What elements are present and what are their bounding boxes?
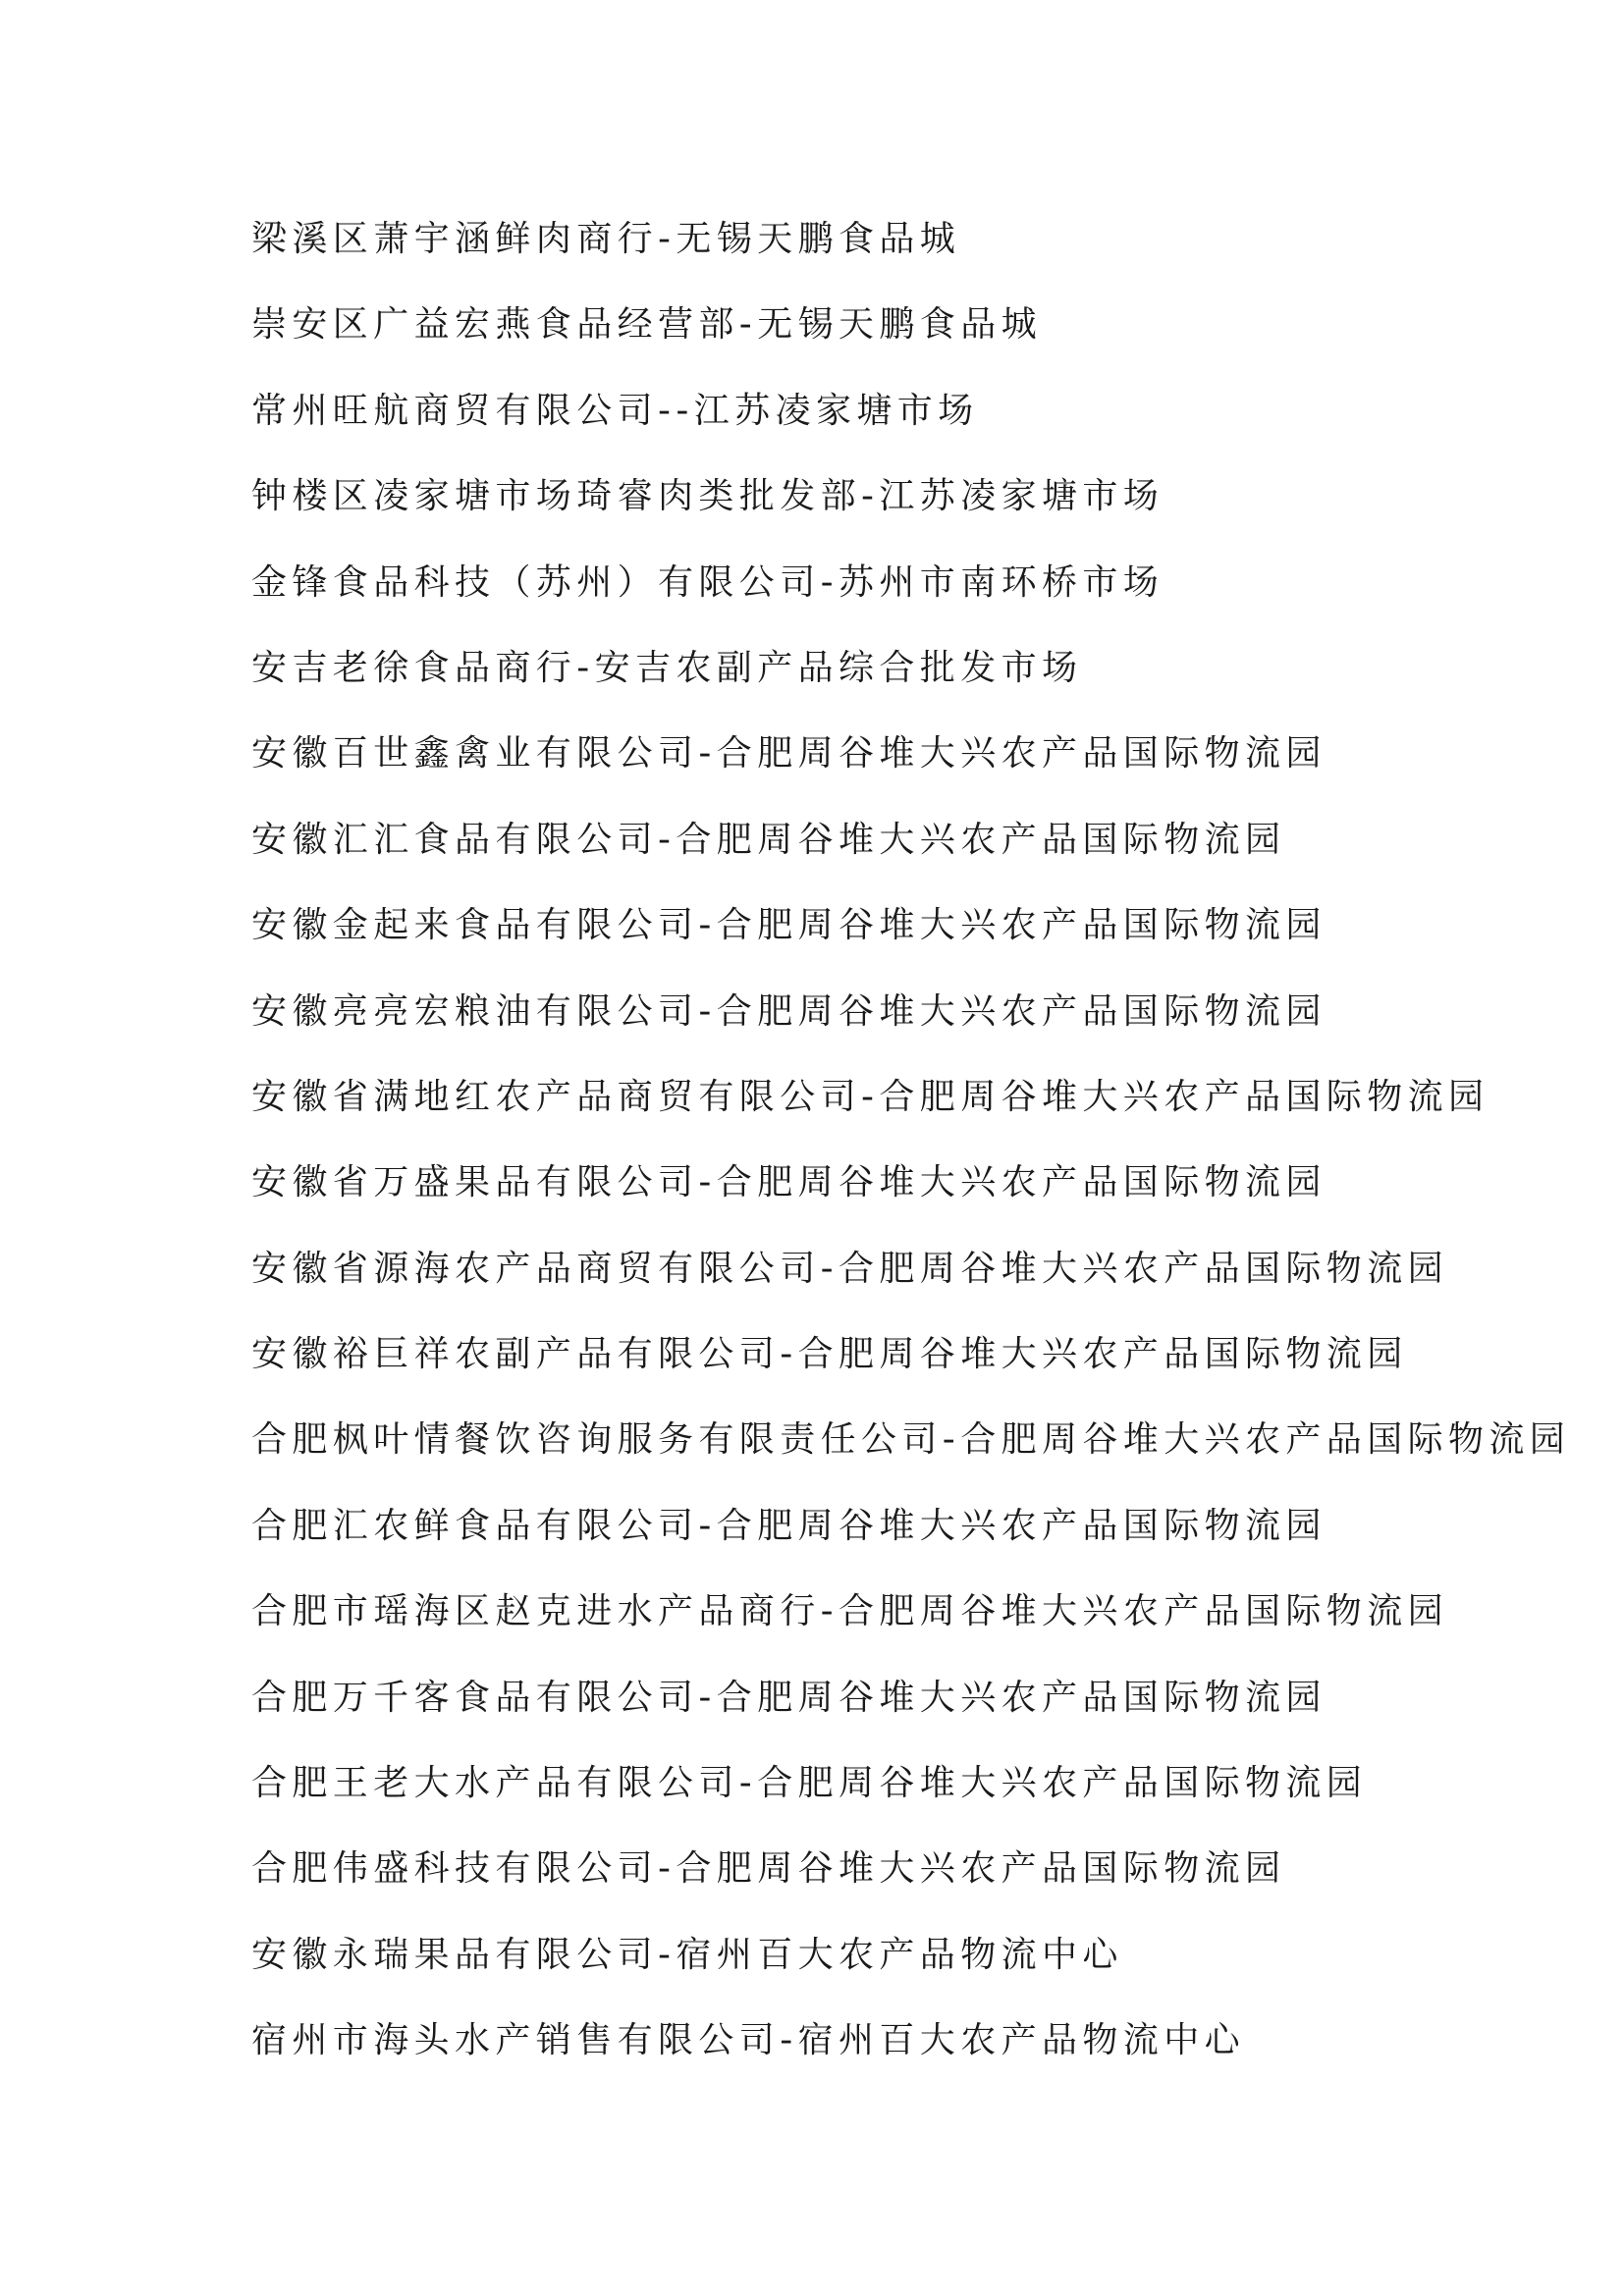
list-item: 安徽裕巨祥农副产品有限公司-合肥周谷堆大兴农产品国际物流园 bbox=[251, 1334, 1408, 1375]
list-item: 安徽省满地红农产品商贸有限公司-合肥周谷堆大兴农产品国际物流园 bbox=[251, 1076, 1489, 1117]
list-item: 合肥枫叶情餐饮咨询服务有限责任公司-合肥周谷堆大兴农产品国际物流园 bbox=[251, 1419, 1571, 1461]
list-item: 安徽永瑞果品有限公司-宿州百大农产品物流中心 bbox=[251, 1934, 1123, 1975]
list-item: 崇安区广益宏燕食品经营部-无锡天鹏食品城 bbox=[251, 304, 1042, 346]
list-item: 常州旺航商贸有限公司--江苏凌家塘市场 bbox=[251, 390, 979, 431]
list-item: 安徽省源海农产品商贸有限公司-合肥周谷堆大兴农产品国际物流园 bbox=[251, 1248, 1448, 1289]
list-item: 安徽金起来食品有限公司-合肥周谷堆大兴农产品国际物流园 bbox=[251, 905, 1326, 946]
list-item: 安徽亮亮宏粮油有限公司-合肥周谷堆大兴农产品国际物流园 bbox=[251, 990, 1326, 1032]
list-item: 合肥王老大水产品有限公司-合肥周谷堆大兴农产品国际物流园 bbox=[251, 1763, 1368, 1804]
list-item: 合肥伟盛科技有限公司-合肥周谷堆大兴农产品国际物流园 bbox=[251, 1848, 1286, 1890]
list-item: 安徽省万盛果品有限公司-合肥周谷堆大兴农产品国际物流园 bbox=[251, 1162, 1326, 1203]
entry-list bbox=[251, 208, 1571, 2096]
list-item: 宿州市海头水产销售有限公司-宿州百大农产品物流中心 bbox=[251, 2020, 1245, 2061]
list-item: 安吉老徐食品商行-安吉农副产品综合批发市场 bbox=[251, 647, 1083, 688]
list-item: 金锋食品科技（苏州）有限公司-苏州市南环桥市场 bbox=[251, 561, 1164, 603]
list-item: 梁溪区萧宇涵鲜肉商行-无锡天鹏食品城 bbox=[251, 219, 961, 259]
list-item: 合肥汇农鲜食品有限公司-合肥周谷堆大兴农产品国际物流园 bbox=[251, 1505, 1326, 1546]
list-item: 合肥万千客食品有限公司-合肥周谷堆大兴农产品国际物流园 bbox=[251, 1677, 1326, 1718]
list-item: 安徽百世鑫禽业有限公司-合肥周谷堆大兴农产品国际物流园 bbox=[251, 733, 1326, 774]
list-item: 合肥市瑶海区赵克进水产品商行-合肥周谷堆大兴农产品国际物流园 bbox=[251, 1591, 1448, 1632]
list-item: 钟楼区凌家塘市场琦睿肉类批发部-江苏凌家塘市场 bbox=[251, 476, 1164, 517]
list-item: 安徽汇汇食品有限公司-合肥周谷堆大兴农产品国际物流园 bbox=[251, 819, 1286, 860]
